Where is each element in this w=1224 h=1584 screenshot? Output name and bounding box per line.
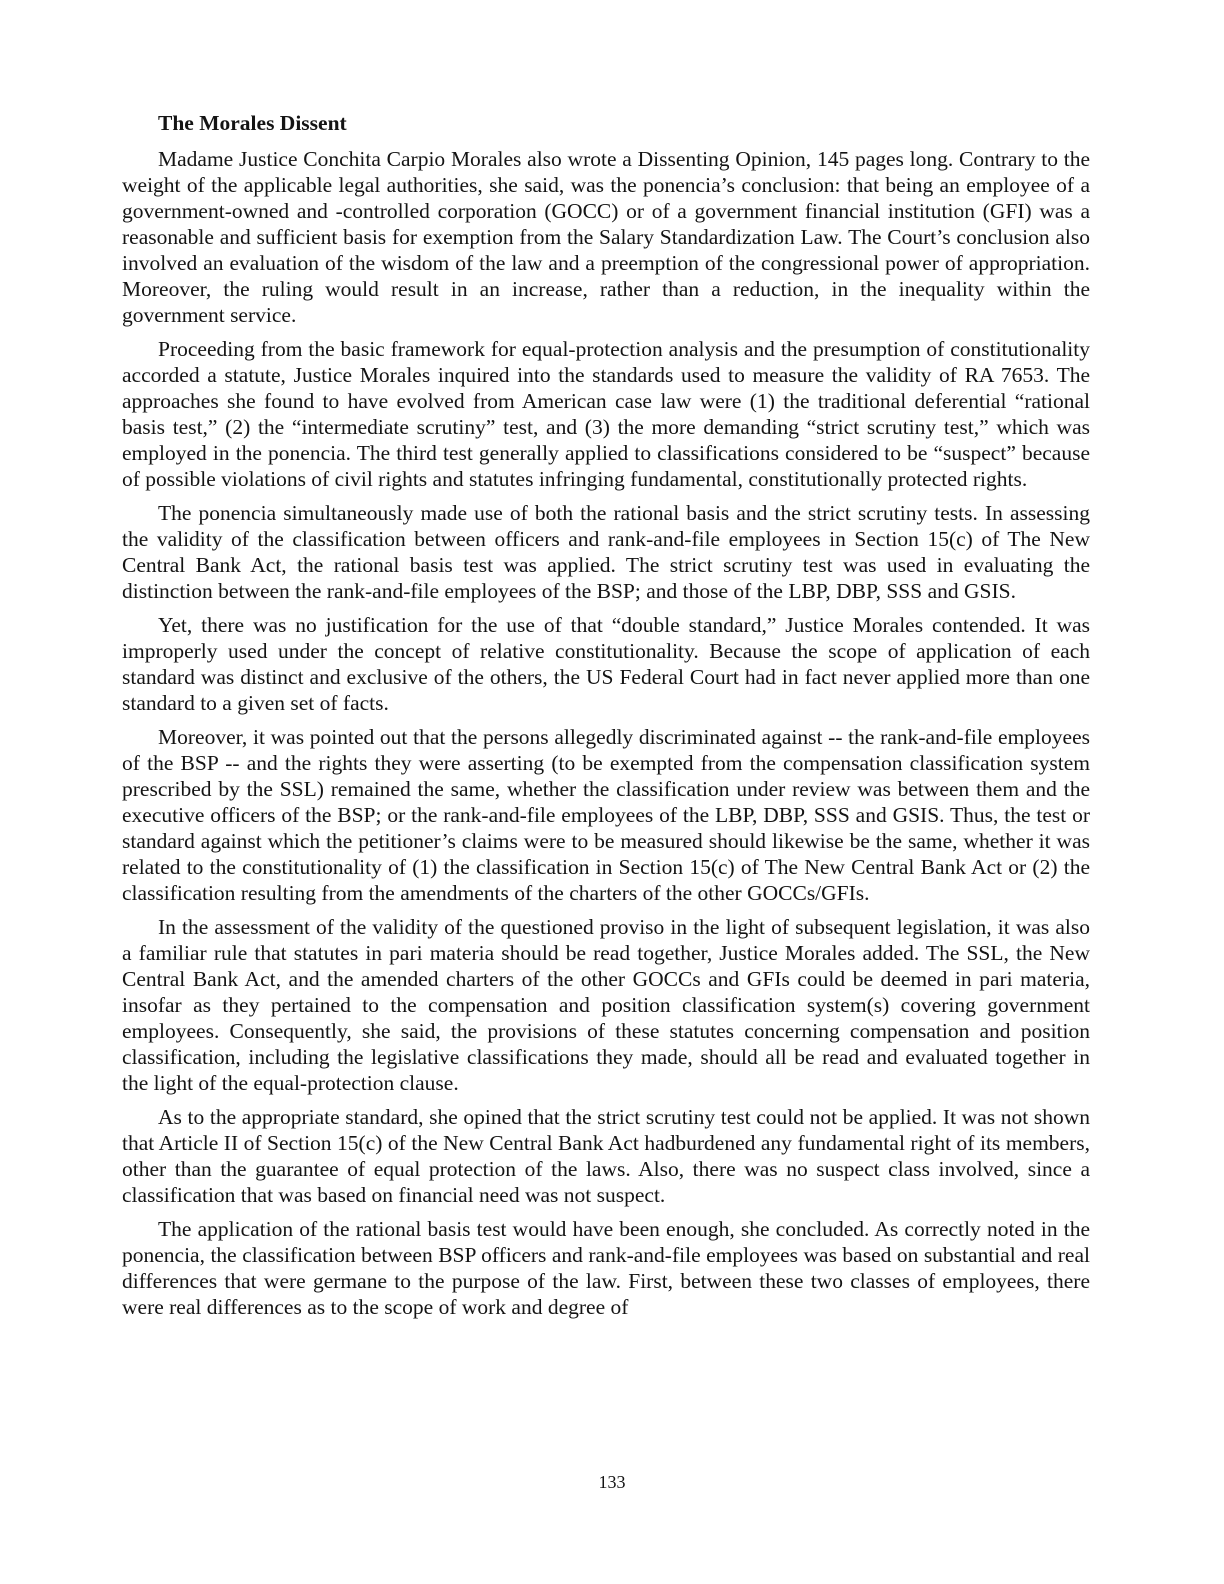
paragraph-7: As to the appropriate standard, she opined that the strict scrutiny test could not be applied. It was not shown that Article II of Section 15(c) of the New Central Bank Act hadburdened any fundamental right of its members, other than the guarantee of equal protection of the laws. Also, there was no suspect class involved, since a classification that was based on financial need was not suspect.: [122, 1105, 1090, 1207]
paragraph-4: Yet, there was no justification for the use of that “double standard,” Justice Morales contended. It was improperly used under the concept of relative constitutionality. Because the scope of application of each standard was distinct and exclusive of the others, the US Federal Court had in fact never applied more than one standard to a given set of facts.: [122, 613, 1090, 715]
document-page: [122, 108, 1090, 1328]
paragraph-5: Moreover, it was pointed out that the persons allegedly discriminated against -- the rank-and-file employees of the BSP -- and the rights they were asserting (to be exempted from the compensation classification system prescribed by the SSL) remained the same, whether the classification under review was between them and the executive officers of the BSP; or the rank-and-file employees of the LBP, DBP, SSS and GSIS. Thus, the test or standard against which the petitioner’s claims were to be measured should likewise be the same, whether it was related to the constitutionality of (1) the classification in Section 15(c) of The New Central Bank Act or (2) the classification resulting from the amendments of the charters of the other GOCCs/GFIs.: [122, 725, 1090, 905]
paragraph-3: The ponencia simultaneously made use of both the rational basis and the strict scrutiny tests. In assessing the validity of the classification between officers and rank-and-file employees in Section 15(c) of The New Central Bank Act, the rational basis test was applied. The strict scrutiny test was used in evaluating the distinction between the rank-and-file employees of the BSP; and those of the LBP, DBP, SSS and GSIS.: [122, 501, 1090, 603]
section-heading: The Morales Dissent: [158, 111, 347, 135]
paragraph-2: Proceeding from the basic framework for equal-protection analysis and the presumption of constitutionality accorded a statute, Justice Morales inquired into the standards used to measure the validity of RA 7653. The approaches she found to have evolved from American case law were (1) the traditional deferential “rational basis test,” (2) the “intermediate scrutiny” test, and (3) the more demanding “strict scrutiny test,” which was employed in the ponencia. The third test generally applied to classifications considered to be “suspect” because of possible violations of civil rights and statutes infringing fundamental, constitutionally protected rights.: [122, 337, 1090, 491]
paragraph-1: Madame Justice Conchita Carpio Morales also wrote a Dissenting Opinion, 145 pages long. Contrary to the weight of the applicable legal authorities, she said, was the ponencia’s conclusion: that being an employee of a government-owned and -controlled corporation (GOCC) or of a government financial institution (GFI) was a reasonable and sufficient basis for exemption from the Salary Standardization Law. The Court’s conclusion also involved an evaluation of the wisdom of the law and a preemption of the congressional power of appropriation. Moreover, the ruling would result in an increase, rather than a reduction, in the inequality within the government service.: [122, 147, 1090, 327]
paragraph-8: The application of the rational basis test would have been enough, she concluded. As correctly noted in the ponencia, the classification between BSP officers and rank-and-file employees was based on substantial and real differences that were germane to the purpose of the law. First, between these two classes of employees, there were real differences as to the scope of work and degree of: [122, 1217, 1090, 1319]
paragraph-6: In the assessment of the validity of the questioned proviso in the light of subsequent legislation, it was also a familiar rule that statutes in pari materia should be read together, Justice Morales added. The SSL, the New Central Bank Act, and the amended charters of the other GOCCs and GFIs could be deemed in pari materia, insofar as they pertained to the compensation and position classification system(s) covering government employees. Consequently, she said, the provisions of these statutes concerning compensation and position classification, including the legislative classifications they made, should all be read and evaluated together in the light of the equal-protection clause.: [122, 915, 1090, 1095]
page-number: 133: [598, 1472, 626, 1492]
